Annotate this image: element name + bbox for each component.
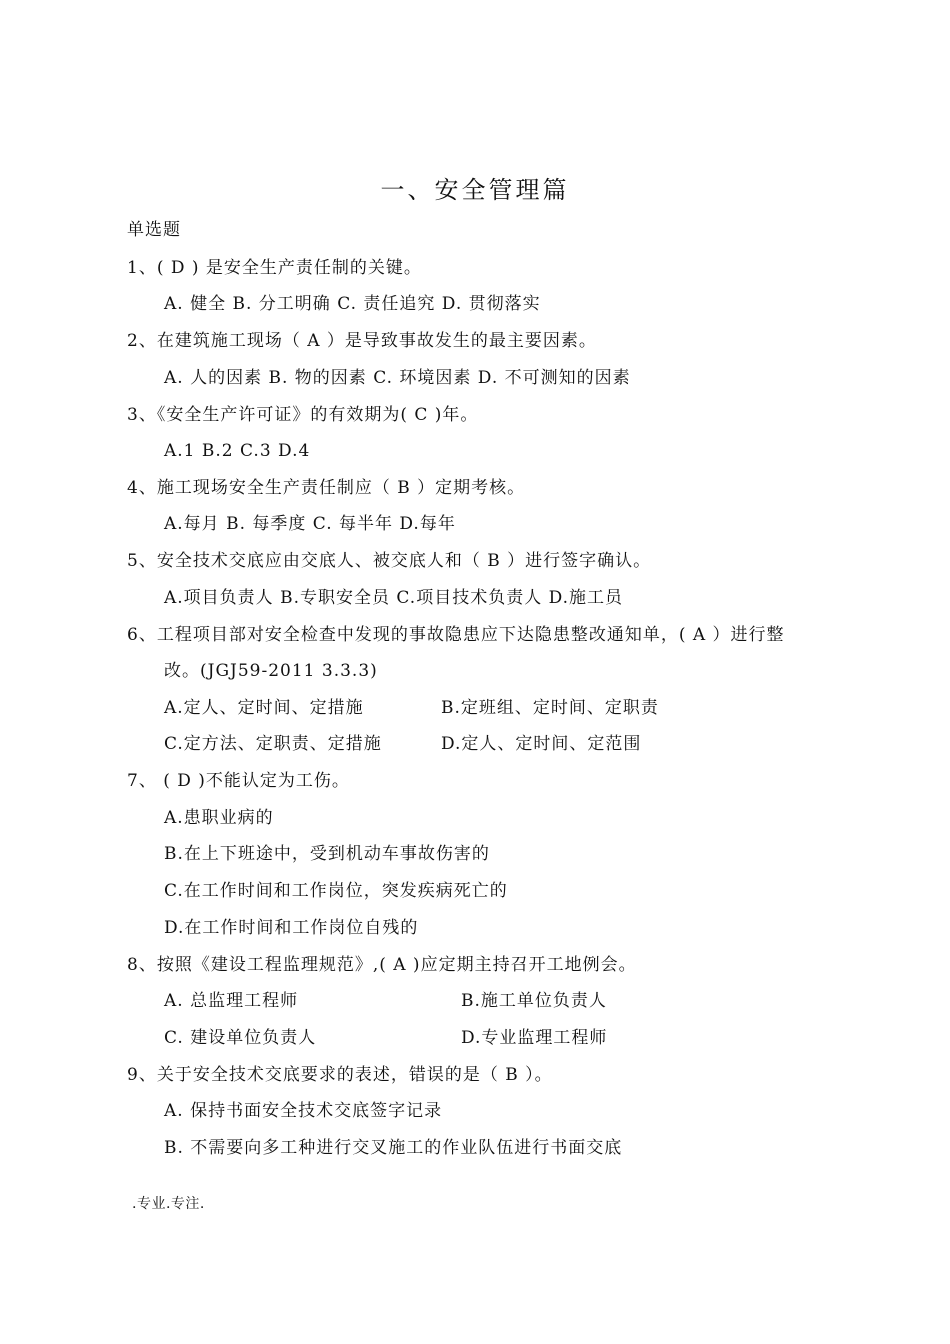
- question-6-cont: 改。(JGJ59-2011 3.3.3): [164, 661, 378, 681]
- question-2: 2、在建筑施工现场（ A ）是导致事故发生的最主要因素。: [127, 331, 597, 351]
- options-1: A. 健全 B. 分工明确 C. 责任追究 D. 贯彻落实: [164, 294, 541, 314]
- question-4: 4、施工现场安全生产责任制应（ B ）定期考核。: [127, 478, 526, 498]
- option-9b: B. 不需要向多工种进行交叉施工的作业队伍进行书面交底: [164, 1138, 623, 1158]
- options-4: A.每月 B. 每季度 C. 每半年 D.每年: [164, 514, 456, 534]
- option-6b: B.定班组、定时间、定职责: [441, 698, 659, 718]
- question-6: 6、工程项目部对安全检查中发现的事故隐患应下达隐患整改通知单，( A ）进行整: [127, 625, 785, 645]
- option-8a: A. 总监理工程师: [164, 991, 299, 1011]
- option-9a: A. 保持书面安全技术交底签字记录: [164, 1101, 443, 1121]
- option-7b: B.在上下班途中，受到机动车事故伤害的: [164, 844, 490, 864]
- question-1: 1、( D ) 是安全生产责任制的关键。: [127, 258, 422, 278]
- option-7a: A.患职业病的: [164, 808, 274, 828]
- option-8d: D.专业监理工程师: [461, 1028, 608, 1048]
- question-9: 9、关于安全技术交底要求的表述，错误的是（ B ）。: [127, 1065, 553, 1085]
- options-5: A.项目负责人 B.专职安全员 C.项目技术负责人 D.施工员: [164, 588, 624, 608]
- page-title: 一、安全管理篇: [380, 176, 570, 204]
- option-6c: C.定方法、定职责、定措施: [164, 734, 382, 754]
- option-6d: D.定人、定时间、定范围: [441, 734, 642, 754]
- options-2: A. 人的因素 B. 物的因素 C. 环境因素 D. 不可测知的因素: [164, 368, 631, 388]
- question-8: 8、按照《建设工程监理规范》,( A )应定期主持召开工地例会。: [127, 955, 637, 975]
- question-7: 7、 ( D )不能认定为工伤。: [127, 771, 350, 791]
- question-3: 3、《安全生产许可证》的有效期为( C )年。: [127, 405, 479, 425]
- section-label: 单选题: [127, 220, 181, 240]
- option-7c: C.在工作时间和工作岗位，突发疾病死亡的: [164, 881, 508, 901]
- page-footer: .专业.专注.: [132, 1196, 205, 1212]
- option-8b: B.施工单位负责人: [461, 991, 607, 1011]
- option-6a: A.定人、定时间、定措施: [164, 698, 364, 718]
- question-5: 5、安全技术交底应由交底人、被交底人和（ B ）进行签字确认。: [127, 551, 652, 571]
- option-7d: D.在工作时间和工作岗位自残的: [164, 918, 419, 938]
- options-3: A.1 B.2 C.3 D.4: [164, 441, 311, 461]
- option-8c: C. 建设单位负责人: [164, 1028, 317, 1048]
